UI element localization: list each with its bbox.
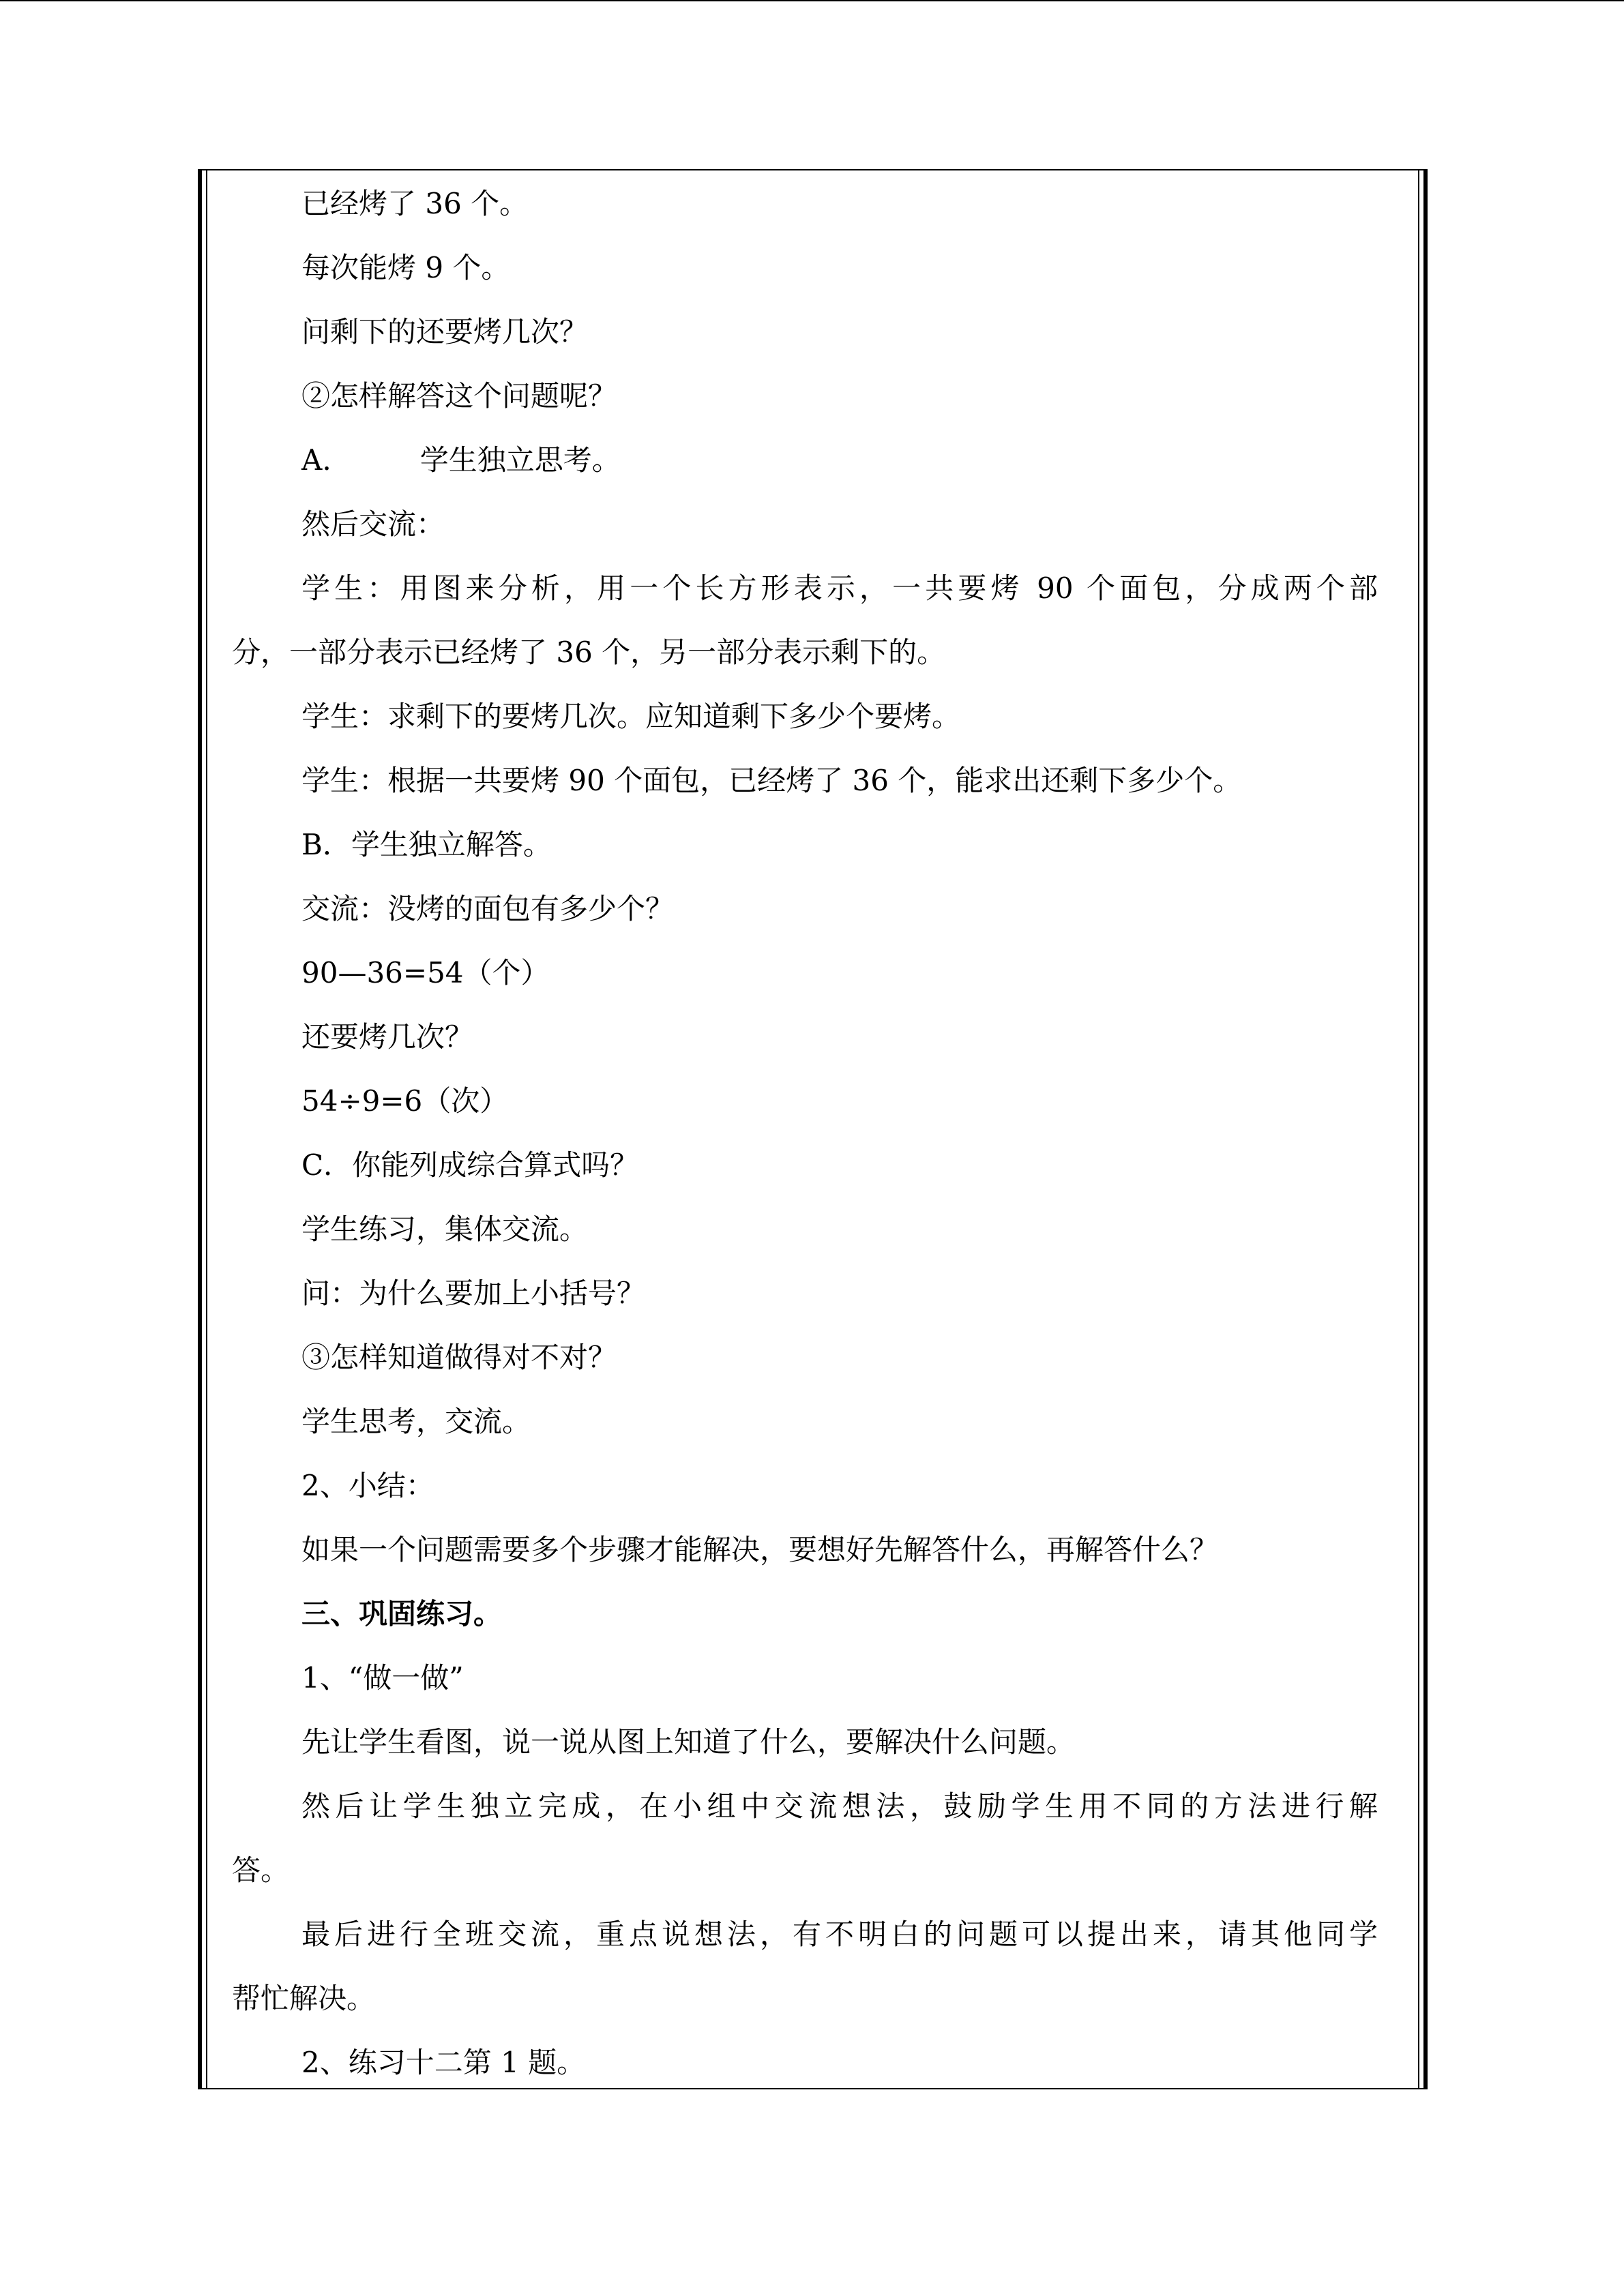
paragraph-line: 然后让学生独立完成，在小组中交流想法，鼓励学生用不同的方法进行解: [301, 1789, 1378, 1823]
paragraph-line: C．你能列成综合算式吗？: [301, 1148, 639, 1182]
paragraph-line: 答。: [232, 1853, 290, 1887]
paragraph-line: 学生练习，集体交流。: [301, 1212, 589, 1246]
lesson-body-text: [232, 172, 1378, 2095]
paragraph-line: 然后交流：: [301, 507, 445, 541]
paragraph-line-list-a: [232, 428, 1378, 492]
paragraph-line: 学生：用图来分析，用一个长方形表示，一共要烤 90 个面包，分成两个部: [301, 571, 1378, 605]
paragraph-line: 2、练习十二第 1 题。: [301, 2046, 586, 2079]
paragraph-line: 学生思考，交流。: [301, 1405, 531, 1438]
paragraph-line: ②怎样解答这个问题呢？: [301, 379, 617, 413]
paragraph-line: 分，一部分表示已经烤了 36 个，另一部分表示剩下的。: [232, 636, 946, 669]
paragraph-line: B．学生独立解答。: [301, 828, 552, 861]
paragraph-line: 如果一个问题需要多个步骤才能解决，要想好先解答什么，再解答什么？: [301, 1533, 1219, 1566]
section-heading: 三、巩固练习。: [301, 1597, 503, 1630]
paragraph-line: 2、小结：: [301, 1469, 434, 1502]
paragraph-line: 学生：求剩下的要烤几次。应知道剩下多少个要烤。: [301, 700, 961, 733]
paragraph-line: 问剩下的还要烤几次？: [301, 315, 589, 348]
paragraph-line: 1、“做一做”: [301, 1661, 464, 1695]
paragraph-line: 交流：没烤的面包有多少个？: [301, 892, 675, 925]
page-top-border: [0, 0, 1624, 1]
table-border-right-thick: [1423, 170, 1428, 2088]
table-border-right-thin: [1418, 170, 1419, 2088]
equation-line: 90—36=54（个）: [301, 956, 550, 989]
equation-line: 54÷9=6（次）: [301, 1084, 509, 1118]
paragraph-line: 学生：根据一共要烤 90 个面包，已经烤了 36 个，能求出还剩下多少个。: [301, 764, 1242, 797]
paragraph-line: 最后进行全班交流，重点说想法，有不明白的问题可以提出来，请其他同学: [301, 1918, 1378, 1951]
table-border-left-thin: [206, 170, 207, 2088]
paragraph-line: 帮忙解决。: [232, 1982, 376, 2015]
table-border-left-thick: [198, 170, 202, 2088]
list-text-a: 学生独立思考。: [419, 443, 621, 477]
paragraph-line: 每次能烤 9 个。: [301, 251, 510, 284]
paragraph-line: 先让学生看图，说一说从图上知道了什么，要解决什么问题。: [301, 1725, 1076, 1759]
paragraph-line: 已经烤了 36 个。: [301, 187, 529, 220]
paragraph-line: 还要烤几次？: [301, 1020, 474, 1054]
paragraph-line: 问：为什么要加上小括号？: [301, 1277, 646, 1310]
paragraph-line: ③怎样知道做得对不对？: [301, 1341, 617, 1374]
list-label-a: A.: [301, 443, 331, 477]
